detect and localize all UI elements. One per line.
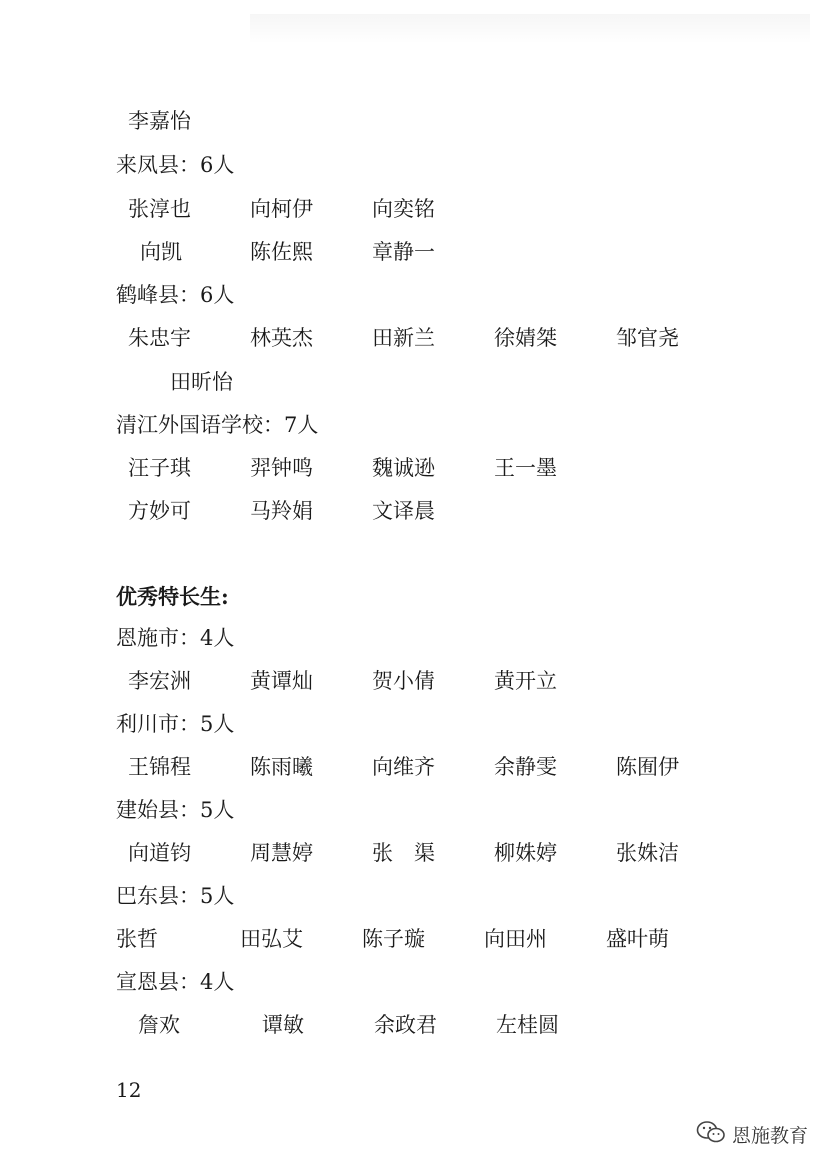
county-heading: 利川市：5人	[116, 712, 235, 736]
student-name: 田昕怡	[170, 370, 233, 394]
student-name: 张淳也	[128, 197, 191, 221]
section-heading: 优秀特长生:	[116, 584, 229, 609]
student-name: 向奕铭	[372, 197, 435, 221]
county-heading: 鹤峰县：6人	[116, 283, 235, 307]
student-name: 陈佐熙	[250, 240, 313, 264]
student-name: 谭敏	[262, 1013, 304, 1037]
student-name: 詹欢	[138, 1013, 180, 1037]
student-name: 李宏洲	[128, 669, 191, 693]
student-name: 林英杰	[250, 326, 313, 350]
student-name: 左桂圆	[496, 1013, 559, 1037]
student-name: 王一墨	[494, 456, 557, 480]
student-name: 向田州	[484, 927, 547, 951]
student-name: 黄谭灿	[250, 669, 313, 693]
student-name: 田弘艾	[240, 927, 303, 951]
student-name: 邹官尧	[616, 326, 679, 350]
student-name: 田新兰	[372, 326, 435, 350]
student-name: 张姝洁	[616, 841, 679, 865]
county-heading: 来凤县：6人	[116, 153, 235, 177]
student-name: 向柯伊	[250, 197, 313, 221]
county-heading: 巴东县：5人	[116, 884, 235, 908]
student-name: 贺小倩	[372, 669, 435, 693]
student-name: 章静一	[372, 240, 435, 264]
wechat-icon	[696, 1120, 726, 1149]
student-name: 盛叶萌	[606, 927, 669, 951]
student-name: 徐婧桀	[494, 326, 557, 350]
county-heading: 清江外国语学校：7人	[116, 413, 319, 437]
county-heading: 恩施市：4人	[116, 626, 235, 650]
student-name: 魏诚逊	[372, 456, 435, 480]
student-name: 羿钟鸣	[250, 456, 313, 480]
student-name: 陈囿伊	[616, 755, 679, 779]
student-name: 张 渠	[372, 841, 435, 865]
student-name: 周慧婷	[250, 841, 313, 865]
student-name: 文译晨	[372, 499, 435, 523]
student-name: 汪子琪	[128, 456, 191, 480]
scan-shadow	[250, 14, 810, 44]
watermark	[696, 1120, 808, 1149]
student-name: 张哲	[116, 927, 158, 951]
student-name: 向凯	[140, 240, 182, 264]
watermark-text: 恩施教育	[731, 1125, 808, 1147]
student-name: 向维齐	[372, 755, 435, 779]
student-name: 余静雯	[494, 755, 557, 779]
county-heading: 宣恩县：4人	[116, 970, 235, 994]
student-name: 陈雨曦	[250, 755, 313, 779]
county-heading: 建始县：5人	[116, 798, 235, 822]
student-name: 黄开立	[494, 669, 557, 693]
student-name: 柳姝婷	[494, 841, 557, 865]
student-name: 王锦程	[128, 755, 191, 779]
student-name: 余政君	[374, 1013, 437, 1037]
student-name: 向道钧	[128, 841, 191, 865]
student-name: 朱忠宇	[128, 326, 191, 350]
page-number: 12	[116, 1078, 142, 1102]
student-name: 方妙可	[128, 499, 191, 523]
student-name: 马羚娟	[250, 499, 313, 523]
student-name: 陈子璇	[362, 927, 425, 951]
student-name: 李嘉怡	[128, 109, 191, 133]
